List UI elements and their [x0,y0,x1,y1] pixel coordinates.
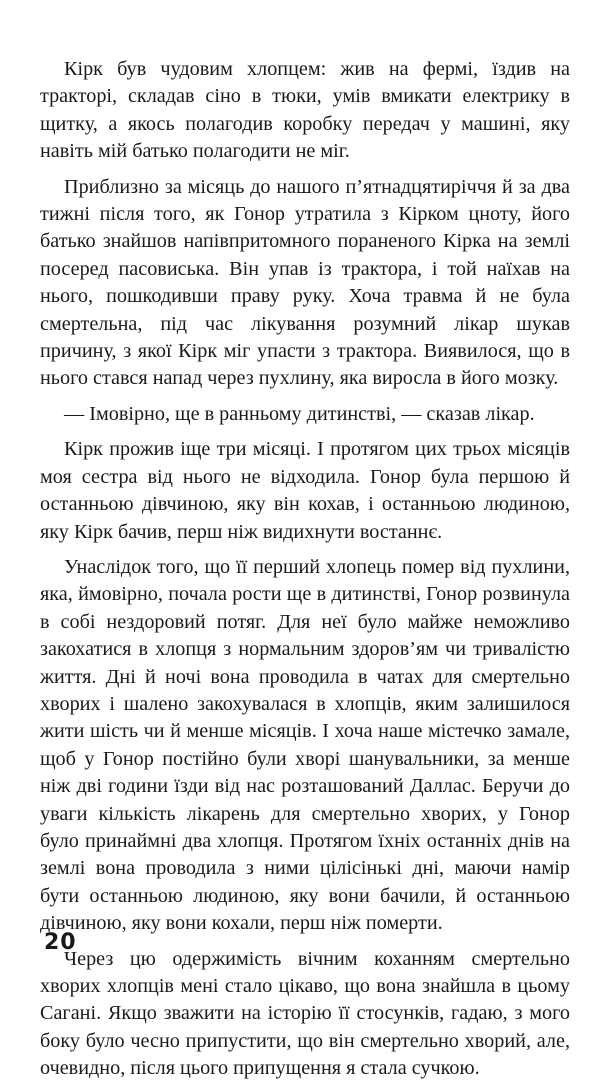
paragraph: Приблизно за місяць до нашого п’ятнадцятиріччя й за два тижні після того, як Гонор утратила з Кірком цноту, його батько знайшов напівпритомного пораненого Кірка на землі посеред пасовиська. Він упав із трактора, і той наїхав на нього, пошкодивши праву руку. Хоча травма й не була смертельна, під час лікування розумний лікар шукав причину, з якої Кірк міг упасти з трактора. Виявилося, що в нього стався напад через пухлину, яка виросла в його мозку. [40,175,570,390]
page-number: 20 [44,930,77,955]
paragraph: — Імовірно, ще в ранньому дитинстві, — сказав лікар. [64,402,535,425]
paragraph: Унаслідок того, що її перший хлопець помер від пухлини, яка, ймовірно, почала рости ще в дитинстві, Гонор розвинула в собі нездоровий потяг. Для неї було майже неможливо закохатися в хлопця з нормальним здоров’ям чи тривалістю життя. Дні й ночі вона проводила в чатах для смертельно хворих і шалено закохувалася в хлопців, яким залишилося жити шість чи й менше місяців. І хоча наше містечко замале, щоб у Гонор постійно були хворі шанувальники, за менше ніж дві години їзди від нас розташований Даллас. Беручи до уваги кількість лікарень для смертельно хворих, у Гонор було принаймні два хлопця. Протягом їхніх останніх днів на землі вона проводила з ними цілісінькі дні, маючи намір бути останньою людиною, яку вони бачили, й останньою дівчиною, яку вони кохали, перш ніж померти. [40,555,570,935]
paragraph: Через цю одержимість вічним коханням смертельно хворих хлопців мені стало цікаво, що вона знайшла в цьому Сагані. Якщо зважити на історію її стосунків, гадаю, з мого боку було чесно припустити, що він смертельно хворий, але, очевидно, після цього припущення я стала сучкою. [40,947,570,1080]
paragraph: Кірк прожив іще три місяці. І протягом цих трьох місяців моя сестра від нього не відходила. Гонор була першою й останньою дівчиною, яку він кохав, і останньою людиною, яку Кірк бачив, перш ніж видихнути востаннє. [40,438,570,543]
body-text [40,56,570,1091]
paragraph: Кірк був чудовим хлопцем: жив на фермі, їздив на тракторі, складав сіно в тюки, умів вмикати електрику в щитку, а якось полагодив коробку передач у машині, яку навіть мій батько полагодити не міг. [40,58,570,163]
